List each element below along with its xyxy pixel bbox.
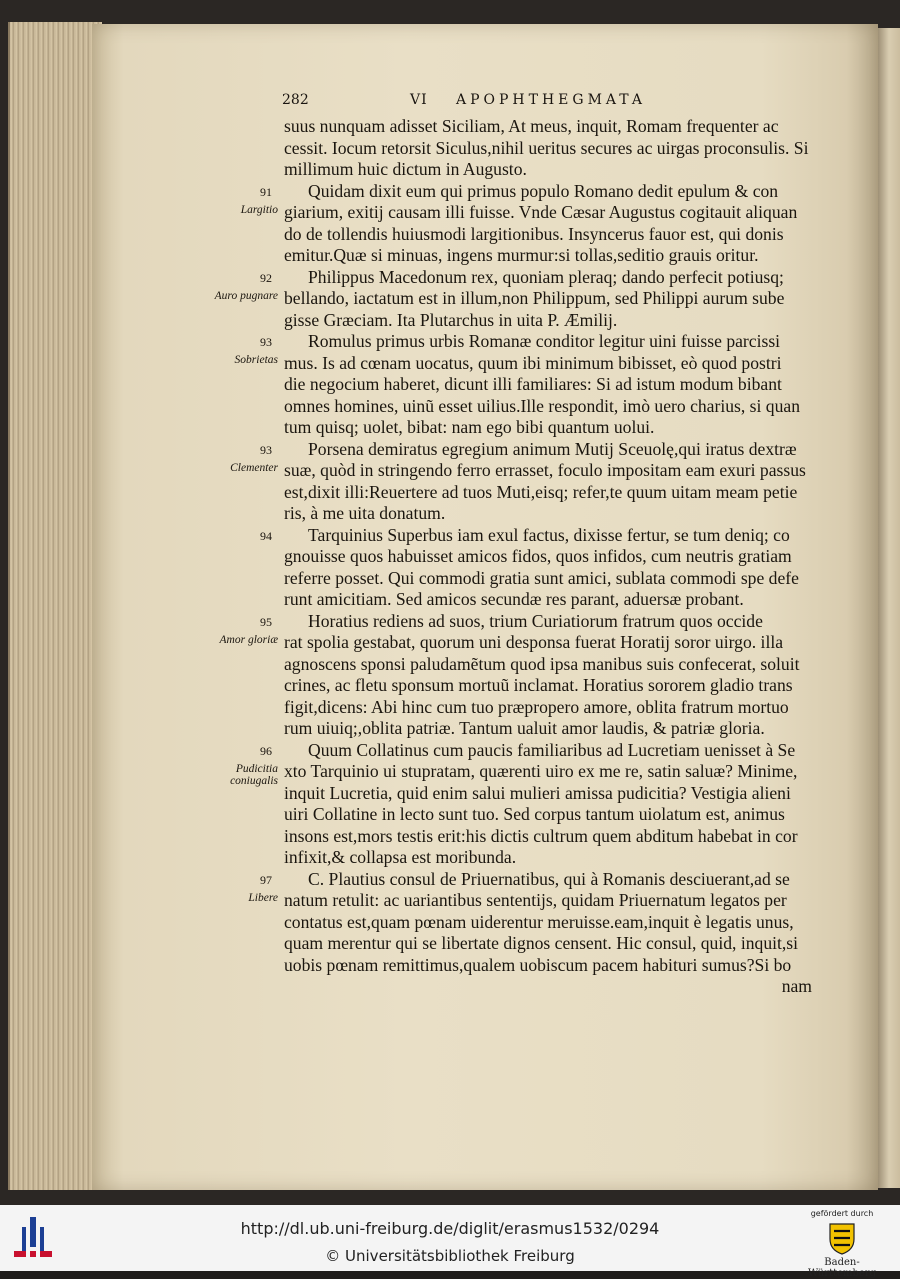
marginal-note: Libere xyxy=(248,891,278,904)
text-line: contatus est,quam pœnam uiderentur meruisse.eam,inquit è legatis unus, xyxy=(284,911,794,932)
apophthegm-paragraph xyxy=(214,266,812,332)
text-line: agnoscens sponsi paludamẽtum quod ipsa manibus suis confecerat, soluit xyxy=(284,653,800,674)
apophthegm-paragraph xyxy=(260,524,812,611)
catchword: nam xyxy=(781,976,812,996)
text-line: gnouisse quos habuisset amicos fidos, quos infidos, cum neutris gratiam xyxy=(284,546,792,566)
text-line: runt amicitiam. Sed amicos secundæ res parant, aduersæ probant. xyxy=(284,589,744,609)
text-line: est,dixit illi:Reuertere ad tuos Muti,eisq; refer,te quum uitam meam petie xyxy=(284,481,798,502)
paragraph-number: 91 xyxy=(260,184,272,199)
text-line: infixit,& collapsa est moribunda. xyxy=(284,847,517,867)
text-line: Philippus Macedonum rex, quoniam pleraq; dando perfecit potiusq; xyxy=(308,266,784,287)
sponsor-label: gefördert durch xyxy=(810,1209,874,1218)
text-line: uobis pœnam remittimus,qualem uobiscum pacem habituri sumus?Si bo xyxy=(284,954,792,975)
marginal-note: Pudicitia coniugalis xyxy=(230,762,278,787)
text-line: insons est,mors testis erit:his dictis cultrum quem abditum habebat in cor xyxy=(284,825,798,846)
text-line: bellando, iactatum est in illum,non Philippum, sed Philippi aurum sube xyxy=(284,288,785,308)
text-line: referre posset. Qui commodi gratia sunt amici, sublata commodi spe defe xyxy=(284,567,799,588)
sponsor-name: Baden-Württemberg xyxy=(807,1257,877,1279)
text-line: suus nunquam adisset Siciliam, At meus, inquit, Romam frequenter ac xyxy=(284,116,779,136)
paragraph-number: 95 xyxy=(260,614,272,629)
text-line: inquit Lucretia, quid enim salui mulieri amissa pudicitia? Vestigia alieni xyxy=(284,782,791,803)
sponsor-block xyxy=(798,1209,886,1279)
text-line: rat spolia gestabat, quorum uni desponsa fuerat Horatij soror uirgo. illa xyxy=(284,632,784,652)
facing-page-edge xyxy=(878,28,900,1188)
text-line: uiri Collatine in lecto sunt tuo. Sed corpus tantum uiolatum est, animus xyxy=(284,804,785,824)
text-line: tum quisq; uolet, bibat: nam ego bibi quantum uolui. xyxy=(284,417,655,437)
paragraph-number: 96 xyxy=(260,743,272,758)
text-line: Tarquinius Superbus iam exul factus, dixisse fertur, se tum deniq; co xyxy=(308,524,790,545)
text-line: Quum Collatinus cum paucis familiaribus ad Lucretiam uenisset à Se xyxy=(308,739,796,760)
running-title: APOPHTHEGMATA xyxy=(456,92,646,108)
paragraph-number: 97 xyxy=(260,872,272,887)
running-header xyxy=(282,92,802,114)
page-edges xyxy=(8,22,102,1190)
apophthegm-paragraph xyxy=(219,610,812,740)
text-line: millimum huic dictum in Augusto. xyxy=(284,159,527,179)
running-head-left: VI xyxy=(410,92,428,108)
text-line: crines, ac fletu sponsum mortuũ inclamat. Horatius sororem gladio trans xyxy=(284,675,793,695)
text-line: suæ, quòd in stringendo ferro errasset, foculo impositam eam exuri passus xyxy=(284,460,806,480)
page-number: 282 xyxy=(282,92,309,108)
marginal-note: Sobrietas xyxy=(234,354,278,366)
paragraph-number: 94 xyxy=(260,528,272,543)
text-line: quam merentur qui se libertate dignos censent. Hic consul, quid, inquit,si xyxy=(284,933,799,953)
text-line: figit,dicens: Abi hinc cum tuo præpropero amore, oblita fratrum mortuo xyxy=(284,696,789,717)
marginal-note: Clementer xyxy=(230,461,278,474)
coat-of-arms-icon xyxy=(827,1221,857,1255)
text-line: Quidam dixit eum qui primus populo Romano dedit epulum & con xyxy=(308,180,779,201)
text-line: Romulus primus urbis Romanæ conditor legitur uini fuisse parcissi xyxy=(308,331,781,351)
viewer-footer xyxy=(0,1205,900,1279)
copyright: © Universitätsbibliothek Freiburg xyxy=(325,1247,575,1265)
text-line: C. Plautius consul de Priuernatibus, qui à Romanis desciuerant,ad se xyxy=(308,868,790,889)
text-line: do de tollendis huiusmodi largitionibus. Insyncerus fauor est, qui donis xyxy=(284,223,784,244)
text-line: gisse Græciam. Ita Plutarchus in uita P. Æmilij. xyxy=(284,309,618,330)
text-line: ris, à me uita donatum. xyxy=(284,503,446,523)
text-line: emitur.Quæ si minuas, ingens murmur:si tollas,seditio grauis oritur. xyxy=(284,245,759,265)
apophthegm-paragraph xyxy=(230,739,812,869)
paragraph-number: 92 xyxy=(260,270,272,285)
text-line: xto Tarquinio ui stupratam, quærenti uiro ex me re, satin saluæ? Minime, xyxy=(284,761,798,781)
text-line: rum uiuiq;,oblita patriæ. Tantum ualuit amor laudis, & patriæ gloria. xyxy=(284,718,765,738)
text-line: Porsena demiratus egregium animum Mutij Sceuolę,qui iratus dextræ xyxy=(308,438,797,459)
text-line: Horatius rediens ad suos, trium Curiatiorum fratrum quos occide xyxy=(308,610,763,631)
permalink[interactable]: http://dl.ub.uni-freiburg.de/diglit/erasmus1532/0294 xyxy=(240,1219,660,1238)
intro-paragraph xyxy=(284,116,812,181)
text-line: omnes homines, uinũ esset uilius.Ille respondit, imò uero charius, si quan xyxy=(284,395,801,416)
marginal-note: Amor gloriæ xyxy=(219,633,278,646)
apophthegm-paragraph xyxy=(234,331,812,439)
text-line: cessit. Iocum retorsit Siculus,nihil ueritus secures ac uirgas proconsulis. Si xyxy=(284,137,809,158)
apophthegm-paragraph xyxy=(230,438,812,525)
apophthegm-paragraph xyxy=(240,180,812,267)
text-line: natum retulit: ac uariantibus sententijs, quidam Priuernatum legatos per xyxy=(284,890,787,910)
paragraph-number: 93 xyxy=(260,335,272,349)
body-text xyxy=(214,116,812,998)
marginal-note: Largitio xyxy=(240,203,278,216)
text-line: die negocium haberet, dicunt illi familiares: Si ad istum modum bibant xyxy=(284,374,782,394)
paragraph-number: 93 xyxy=(260,442,272,457)
text-line: mus. Is ad cœnam uocatus, quum ibi minimum bibisset, eò quod postri xyxy=(284,352,782,373)
text-line: giarium, exitij causam illi fuisse. Vnde Cæsar Augustus cogitauit aliquan xyxy=(284,202,798,222)
marginal-note: Auro pugnare xyxy=(214,289,278,302)
apophthegm-paragraph xyxy=(248,868,812,977)
